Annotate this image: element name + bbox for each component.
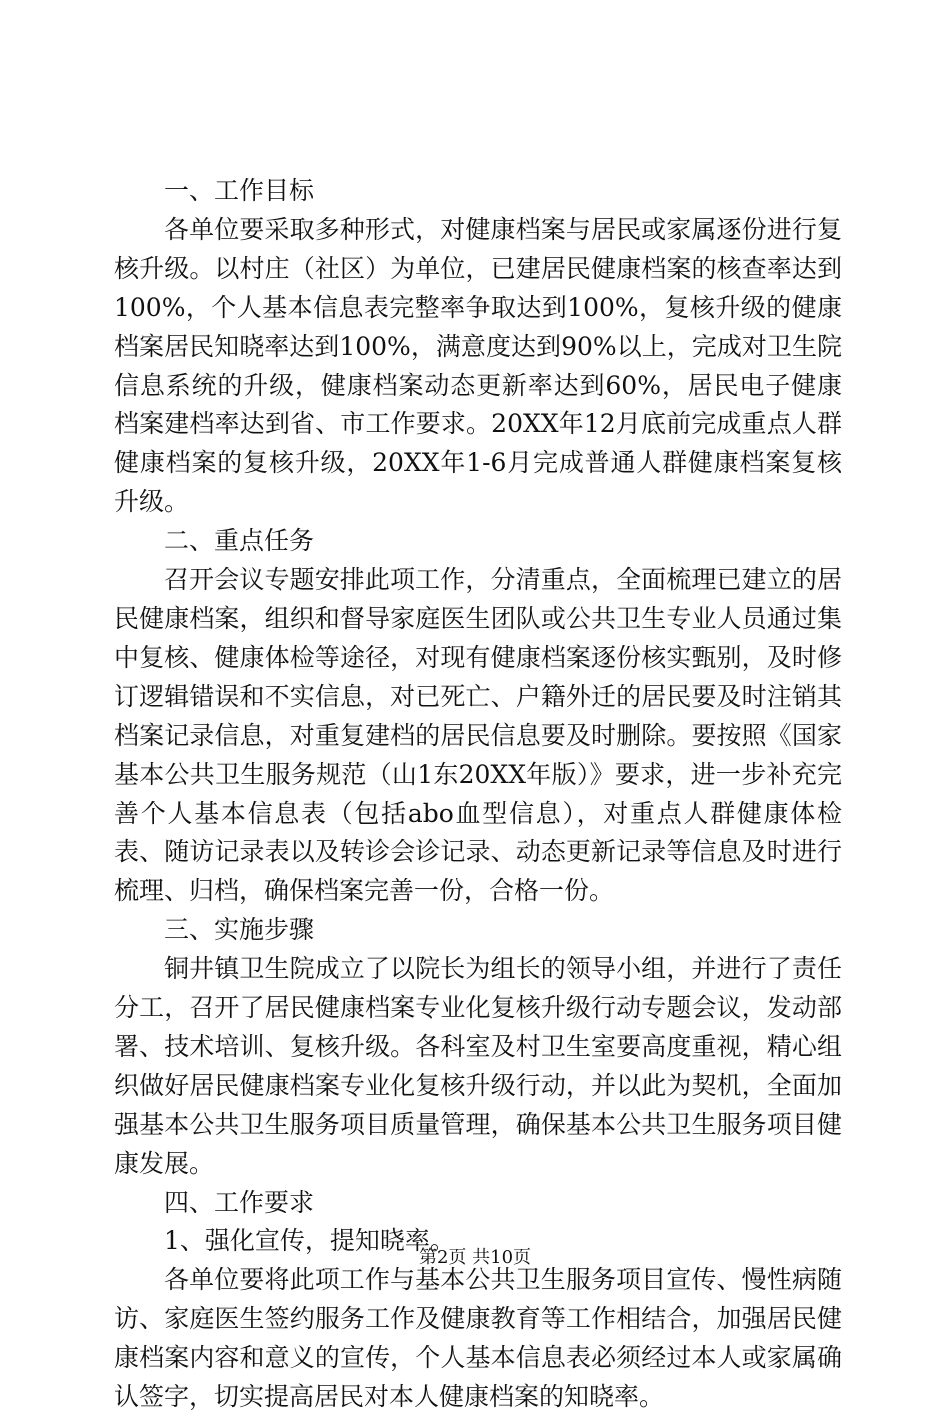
paragraph-implementation-steps: 铜井镇卫生院成立了以院长为组长的领导小组，并进行了责任分工，召开了居民健康档案专业化复核升级行动专题会议，发动部署、技术培训、复核升级。各科室及村卫生室要高度重视，精心组织做好居民健康档案专业化复核升级行动，并以此为契机，全面加强基本公共卫生服务项目质量管理，确保基本公共卫生服务项目健康发展。: [114, 954, 842, 1178]
paragraph-work-goals: 各单位要采取多种形式，对健康档案与居民或家属逐份进行复核升级。以村庄（社区）为单位，已建居民健康档案的核查率达到100%，个人基本信息表完整率争取达到100%，复核升级的健康档案居民知晓率达到100%，满意度达到90%以上，完成对卫生院信息系统的升级，健康档案动态更新率达到60%，居民电子健康档案建档率达到省、市工作要求。20XX年12月底前完成重点人群健康档案的复核升级，20XX年1-6月完成普通人群健康档案复核升级。: [114, 214, 842, 517]
subheading-publicity: 1、强化宣传，提知晓率。: [164, 1226, 455, 1256]
heading-implementation-steps: 三、实施步骤: [164, 915, 315, 945]
paragraph-publicity: 各单位要将此项工作与基本公共卫生服务项目宣传、慢性病随访、家庭医生签约服务工作及健康教育等工作相结合，加强居民健康档案内容和意义的宣传，个人基本信息表必须经过本人或家属确认签字，切实提高居民对本人健康档案的知晓率。: [114, 1265, 842, 1412]
heading-work-requirements: 四、工作要求: [164, 1187, 315, 1217]
heading-key-tasks: 二、重点任务: [164, 526, 315, 556]
document-body: [114, 172, 842, 1417]
heading-work-goals: 一、工作目标: [164, 176, 315, 205]
paragraph-key-tasks: 召开会议专题安排此项工作，分清重点，全面梳理已建立的居民健康档案，组织和督导家庭医生团队或公共卫生专业人员通过集中复核、健康体检等途径，对现有健康档案逐份核实甄别，及时修订逻辑错误和不实信息，对已死亡、户籍外迁的居民要及时注销其档案记录信息，对重复建档的居民信息要及时删除。要按照《国家基本公共卫生服务规范（山1东20XX年版）》要求，进一步补充完善个人基本信息表（包括abo血型信息），对重点人群健康体检表、随访记录表以及转诊会诊记录、动态更新记录等信息及时进行梳理、归档，确保档案完善一份，合格一份。: [114, 565, 842, 906]
page-footer: 第2页 共10页: [418, 1247, 532, 1268]
